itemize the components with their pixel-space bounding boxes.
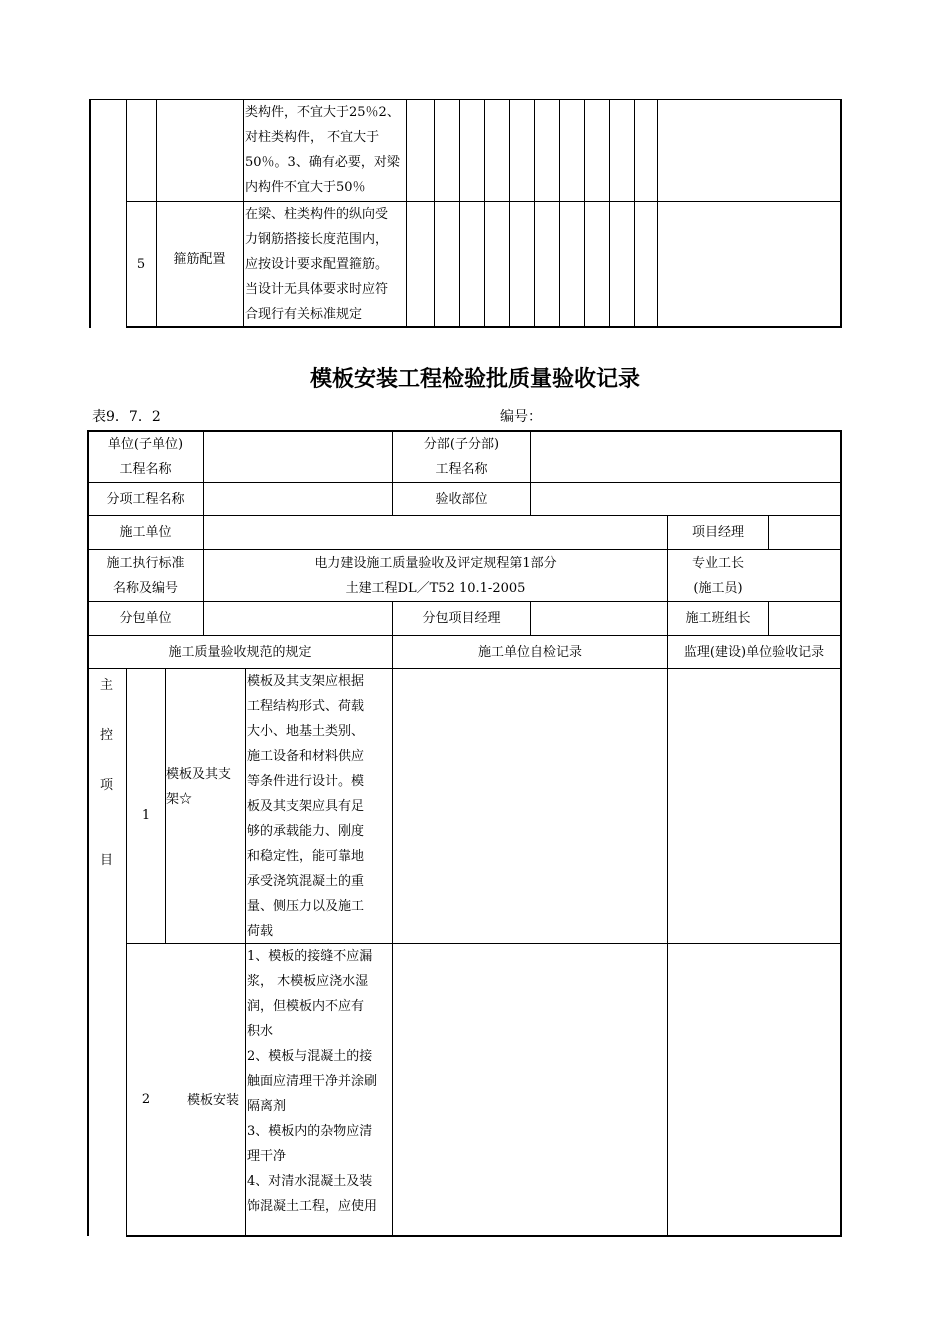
sub-pm-value[interactable] [531, 602, 667, 635]
subitem-value[interactable] [204, 483, 392, 515]
subcontractor-label: 分包单位 [119, 611, 172, 626]
project-manager-value[interactable] [769, 516, 840, 549]
col-spec-header: 施工质量验收规范的规定 [168, 644, 312, 660]
division-value[interactable] [531, 431, 840, 482]
team-leader-label: 施工班组长 [685, 611, 751, 626]
foreman-label: 专业工长 (施工员) [691, 555, 744, 596]
acceptance-part-value[interactable] [531, 483, 840, 515]
team-leader-value[interactable] [769, 602, 840, 635]
item-2-content: 1、模板的接缝不应漏 浆， 木模板应浇水湿 润，但模板内不应有 积水 2、模板与混凝土的接 触面应清理干净并涂刷 隔离剂 3、模板内的杂物应清 理干净 4、对清水混凝土及装 饰混凝土工程，应使用 [247, 949, 378, 1214]
project-manager-label: 项目经理 [691, 525, 744, 540]
unit-project-label: 单位(子单位) 工程名称 [107, 436, 184, 477]
number-label: 编号： [500, 409, 542, 425]
category-char: 项 [100, 778, 114, 793]
row-b-content: 在梁、柱类构件的纵向受 力钢筋搭接长度范围内， 应按设计要求配置箍筋。 当设计无具体要求时应符 合现行有关标准规定 [245, 207, 389, 322]
category-char: 主 [100, 678, 114, 693]
contractor-value[interactable] [204, 516, 667, 549]
subitem-label: 分项工程名称 [106, 491, 185, 507]
item-1-content: 模板及其支架应根据 工程结构形式、荷载 大小、地基土类别、 施工设备和材料供应 等条件进行设计。模 板及其支架应具有足 够的承载能力、刚度 和稳定性，能可靠地 承受浇筑混凝土的重 量、侧压力以及施工 荷载 [247, 674, 365, 939]
standard-label: 施工执行标准 名称及编号 [106, 555, 185, 596]
row-b-index: 5 [136, 256, 146, 272]
item-1-name: 模板及其支 架☆ [166, 767, 232, 807]
category-char: 控 [100, 728, 114, 743]
row-a-content: 类构件，不宜大于25％2、 对柱类构件， 不宜大于 50％。3、确有必要，对梁 内构件不宜大于50％ [245, 105, 400, 195]
table-number: 表9．7．2 [92, 409, 161, 425]
form-title: 模板安装工程检验批质量验收记录 [309, 367, 640, 392]
subcontractor-value[interactable] [204, 602, 392, 635]
category-char: 目 [100, 853, 114, 868]
item-2-name: 模板安装 [187, 1093, 240, 1108]
item-2-index: 2 [141, 1091, 151, 1107]
standard-value: 电力建设施工质量验收及评定规程第1部分 土建工程DL／T52 10.1-2005 [314, 555, 557, 596]
contractor-label: 施工单位 [119, 525, 172, 540]
col-supervisor-header: 监理(建设)单位验收记录 [683, 644, 825, 660]
row-b-name: 箍筋配置 [173, 252, 226, 267]
sub-pm-label: 分包项目经理 [422, 611, 501, 626]
col-self-check-header: 施工单位自检记录 [477, 644, 582, 660]
acceptance-part-label: 验收部位 [435, 491, 488, 507]
division-label: 分部(子分部) 工程名称 [423, 436, 500, 477]
unit-project-value[interactable] [204, 431, 392, 482]
item-1-index: 1 [141, 807, 151, 823]
